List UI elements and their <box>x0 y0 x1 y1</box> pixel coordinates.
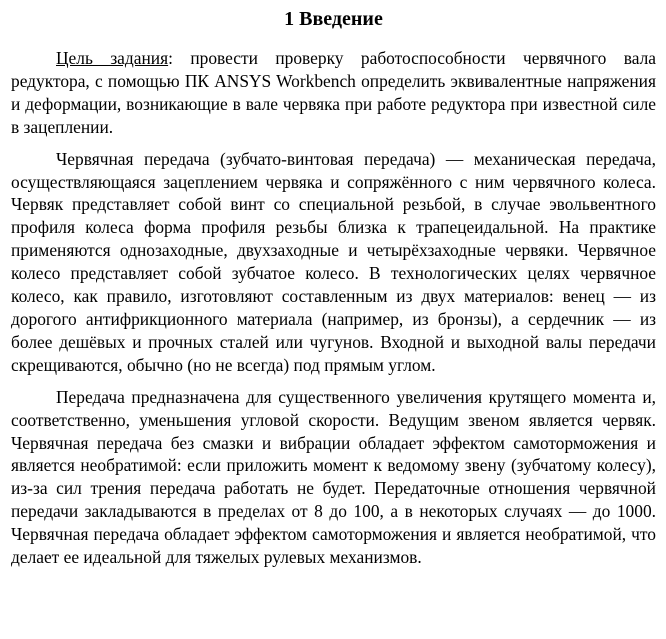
goal-text: : провести проверку работоспособности червячного вала редуктора, с помощью ПК ANSYS Workbench определить эквивалентные напряжения и деформации, возникающие в вале червяка при работе редуктора при известной силе в зацеплении. <box>11 48 656 137</box>
paragraph-worm-gear-purpose: Передача предназначена для существенного увеличения крутящего момента и, соответственно, уменьшения угловой скорости. Ведущим звеном является червяк. Червячная передача без смазки и вибрации обладает эффектом самоторможения и является необратимой: если приложить момент к ведомому звену (зубчатому колесу), из-за сил трения передача работать не будет. Передаточные отношения червячной передачи закладываются в пределах от 8 до 100, а в некоторых случаях — до 1000. Червячная передача обладает эффектом самоторможения и является необратимой, что делает ее идеальной для тяжелых рулевых механизмов. <box>11 386 656 568</box>
paragraph-worm-gear-description: Червячная передача (зубчато-винтовая передача) — механическая передача, осуществляющаяся зацеплением червяка и сопряжённого с ним червячного колеса. Червяк представляет собой винт со специальной резьбой, в случае эвольвентного профиля колеса форма профиля резьбы близка к трапецеидальной. На практике применяются однозаходные, двухзаходные и четырёхзаходные червяки. Червячное колесо представляет собой зубчатое колесо. В технологических целях червячное колесо, как правило, изготовляют составленным из двух материалов: венец — из дорогого антифрикционного материала (например, из бронзы), а сердечник — из более дешёвых и прочных сталей или чугунов. Входной и выходной валы передачи скрещиваются, обычно (но не всегда) под прямым углом. <box>11 148 656 375</box>
goal-label: Цель задания <box>56 48 169 68</box>
goal-paragraph <box>11 47 656 139</box>
section-heading: 1 Введение <box>284 8 383 30</box>
